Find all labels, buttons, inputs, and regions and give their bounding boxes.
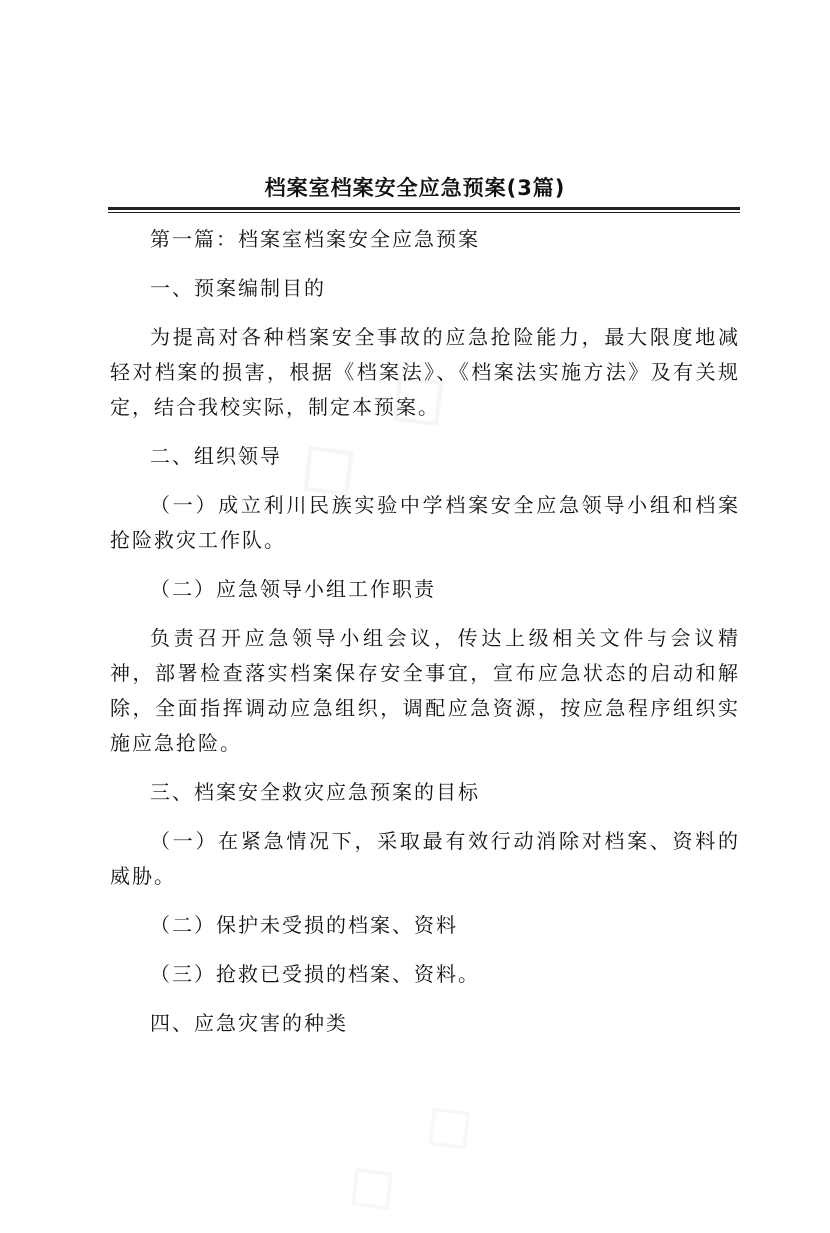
paragraph-org-1: （一）成立利川民族实验中学档案安全应急领导小组和档案抢险救灾工作队。 bbox=[110, 493, 740, 552]
paragraph-goal-2: （二）保护未受损的档案、资料 bbox=[150, 913, 458, 937]
section-heading-3: 三、档案安全救灾应急预案的目标 bbox=[150, 780, 480, 804]
title-rule-thin bbox=[108, 212, 740, 213]
watermark-graphic-bottom bbox=[322, 1069, 500, 1233]
document-title: 档案室档案安全应急预案(3篇) bbox=[264, 176, 566, 200]
section-heading-2: 二、组织领导 bbox=[150, 444, 282, 468]
subheading-org-2: （二）应急领导小组工作职责 bbox=[150, 577, 436, 601]
section-heading-part-one: 第一篇：档案室档案安全应急预案 bbox=[150, 227, 480, 251]
paragraph-duties: 负责召开应急领导小组会议，传达上级相关文件与会议精神，部署检查落实档案保存安全事宜，宣布应急状态的启动和解除，全面指挥调动应急组织，调配应急资源，按应急程序组织实施应急抢险。 bbox=[110, 626, 740, 755]
paragraph-goal-3: （三）抢救已受损的档案、资料。 bbox=[150, 962, 480, 986]
paragraph-purpose: 为提高对各种档案安全事故的应急抢险能力，最大限度地减轻对档案的损害，根据《档案法》、《档案法实施方法》及有关规定，结合我校实际，制定本预案。 bbox=[110, 325, 740, 419]
section-heading-1: 一、预案编制目的 bbox=[150, 276, 326, 300]
paragraph-goal-1: （一）在紧急情况下，采取最有效行动消除对档案、资料的威胁。 bbox=[110, 829, 740, 888]
document-body bbox=[110, 222, 740, 1055]
section-heading-4: 四、应急灾害的种类 bbox=[150, 1011, 348, 1035]
title-rule-thick bbox=[108, 207, 740, 210]
